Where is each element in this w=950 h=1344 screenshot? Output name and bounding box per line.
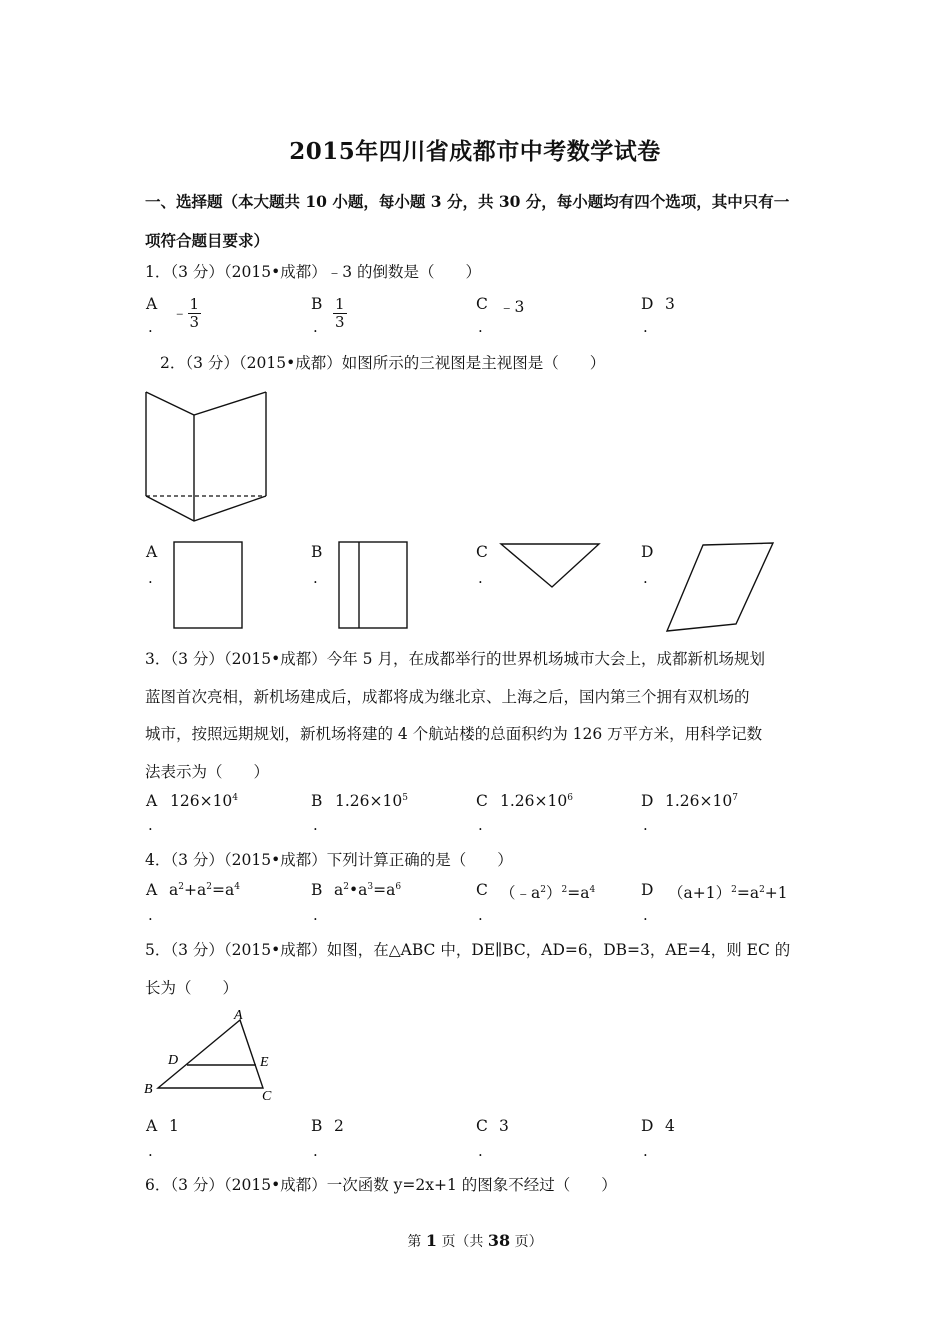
q5-triangle-figure (140, 1006, 280, 1106)
q5-option-b-dot: . (313, 1142, 318, 1160)
q1-option-c-letter: C (476, 295, 488, 313)
q2-option-c-triangle-figure (498, 541, 602, 591)
q3-option-b-letter: B (311, 792, 323, 810)
q1-option-a-fraction: $\frac{1}{3}$ (189, 295, 200, 331)
q5-option-a-dot: . (148, 1142, 153, 1160)
question-2-text: 2．（3 分）（2015•成都）如图所示的三视图是主视图是（ ） (160, 354, 606, 372)
q1-option-b-value (333, 296, 347, 331)
q5-option-b-letter: B (311, 1117, 323, 1135)
q2-option-c-dot: . (478, 569, 483, 587)
q3-option-d-value: $1.26\times 10^7$ (665, 792, 738, 810)
q4-option-a-letter: A (146, 881, 158, 899)
question-4-text: 4．（3 分）（2015•成都）下列计算正确的是（ ） (145, 851, 513, 869)
q2-option-a-square-figure (172, 540, 244, 630)
q4-option-a-value: $a^2+a^2=a^4$ (169, 881, 240, 899)
q5-option-d-dot: . (643, 1142, 648, 1160)
q4-option-b-letter: B (311, 881, 323, 899)
page-title: 2015年四川省成都市中考数学试卷 (289, 138, 661, 165)
q2-triangular-prism-figure (140, 385, 270, 525)
q5-option-c-value: 3 (499, 1117, 509, 1135)
question-5-line1: 5．（3 分）（2015•成都）如图，在△ABC 中，DE∥BC，AD=6，DB=3，AE=4，则 EC 的 (145, 941, 791, 959)
question-3-line1: 3．（3 分）（2015•成都）今年 5 月，在成都举行的世界机场城市大会上，成都新机场规划 (145, 650, 765, 668)
q2-option-a-letter: A (146, 543, 158, 561)
q4-option-c-dot: . (478, 906, 483, 924)
q5-option-a-value: 1 (169, 1117, 179, 1135)
q1-option-d-value: 3 (665, 295, 675, 313)
q3-option-d-letter: D (641, 792, 654, 810)
q4-option-b-dot: . (313, 906, 318, 924)
q2-option-a-dot: . (148, 569, 153, 587)
q2-option-d-letter: D (641, 543, 654, 561)
footer-total-pages: 38 (487, 1231, 511, 1250)
q2-option-b-dot: . (313, 569, 318, 587)
q1-option-d-dot: . (643, 318, 648, 336)
question-1-text: 1．（3 分）（2015•成都）﹣3 的倒数是（ ） (145, 263, 482, 281)
q1-option-b-dot: . (313, 318, 318, 336)
q4-option-d-letter: D (641, 881, 654, 899)
q3-option-a-dot: . (148, 816, 153, 834)
q3-option-d-dot: . (643, 816, 648, 834)
q4-option-c-value: $(﹣a^2)^2=a^4$ (500, 884, 596, 902)
question-3-line4: 法表示为（ ） (145, 763, 270, 781)
q3-option-b-dot: . (313, 816, 318, 834)
q1-option-a-dot: . (148, 318, 153, 336)
page-footer: 第 1 页（共 38 页） (407, 1231, 543, 1250)
question-3-line2: 蓝图首次亮相，新机场建成后，成都将成为继北京、上海之后，国内第三个拥有双机场的 (145, 688, 750, 706)
q2-option-d-parallelogram-figure (664, 541, 780, 633)
q5-option-a-letter: A (146, 1117, 158, 1135)
q1-option-b-fraction: $\frac{1}{3}$ (335, 295, 345, 331)
q4-option-b-value: $a^2•a^3=a^6$ (334, 881, 402, 899)
question-3-line3: 城市，按照远期规划，新机场将建的 4 个航站楼的总面积约为 126 万平方米，用科学记数 (145, 725, 763, 743)
q5-label-e: E (260, 1055, 269, 1070)
q4-option-d-value: $(a+1)^2=a^2+1$ (668, 884, 788, 902)
q1-option-a-value: ﹣ $\frac{1}{3}$ (172, 295, 200, 331)
q2-option-c-letter: C (476, 543, 488, 561)
q5-option-c-dot: . (478, 1142, 483, 1160)
q4-option-d-dot: . (643, 906, 648, 924)
question-6-text: 6．（3 分）（2015•成都）一次函数 y=2x+1 的图象不经过（ ） (145, 1176, 617, 1194)
q1-option-c-value: ﹣3 (499, 298, 525, 316)
q1-option-a-letter: A (146, 295, 158, 313)
q4-option-a-dot: . (148, 906, 153, 924)
q2-option-b-letter: B (311, 543, 323, 561)
q1-option-b-letter: B (311, 295, 323, 313)
q3-option-c-dot: . (478, 816, 483, 834)
q5-option-b-value: 2 (334, 1117, 344, 1135)
q5-label-c: C (262, 1089, 272, 1104)
q2-option-d-dot: . (643, 569, 648, 587)
q3-option-a-letter: A (146, 792, 158, 810)
q4-option-c-letter: C (476, 881, 488, 899)
section-heading-line1: 一、选择题（本大题共 10 小题，每小题 3 分，共 30 分，每小题均有四个选项，其中只有一 (145, 192, 790, 211)
q5-option-c-letter: C (476, 1117, 488, 1135)
question-5-line2: 长为（ ） (145, 979, 239, 997)
q3-option-c-letter: C (476, 792, 488, 810)
q1-option-d-letter: D (641, 295, 654, 313)
q5-option-d-value: 4 (665, 1117, 675, 1135)
q5-label-b: B (144, 1082, 153, 1097)
q2-option-b-split-rectangle-figure (337, 540, 409, 630)
q5-label-d: D (168, 1053, 179, 1068)
q5-label-a: A (234, 1008, 243, 1023)
q3-option-a-value: $126\times 10^4$ (170, 792, 239, 810)
q1-option-c-dot: . (478, 318, 483, 336)
q3-option-b-value: $1.26\times 10^5$ (335, 792, 408, 810)
footer-page-number: 1 (425, 1231, 437, 1250)
q3-option-c-value: $1.26\times 10^6$ (500, 792, 573, 810)
section-heading-line2: 项符合题目要求） (145, 231, 270, 250)
q5-option-d-letter: D (641, 1117, 654, 1135)
